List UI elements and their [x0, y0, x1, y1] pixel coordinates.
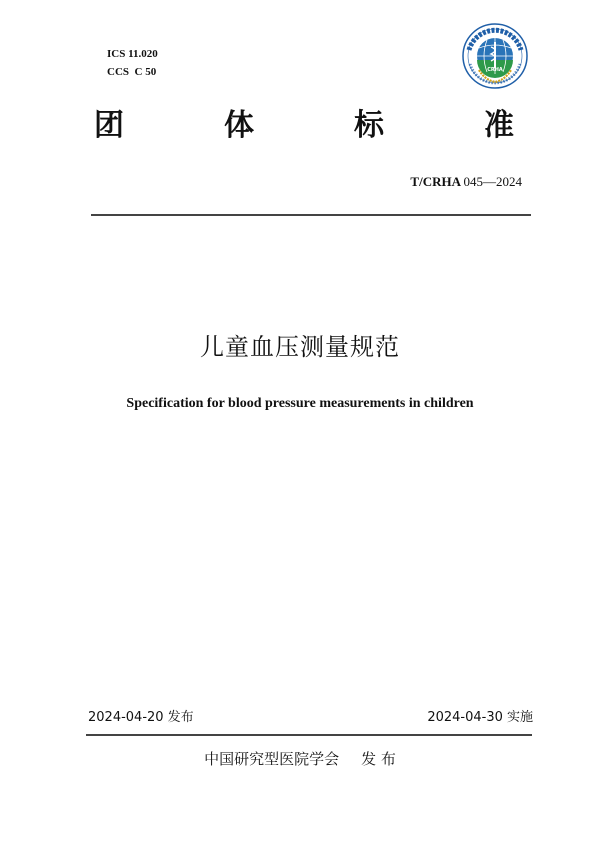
document-title-english: Specification for blood pressure measurements in children	[126, 396, 474, 411]
crha-logo-icon	[461, 20, 529, 100]
standard-number-prefix: T/CRHA	[410, 174, 461, 189]
svg-text:CRHA: CRHA	[487, 67, 503, 73]
standard-type-heading	[94, 108, 514, 144]
bottom-divider	[86, 734, 532, 736]
publisher-name: 中国研究型医院学会	[204, 750, 340, 768]
standard-number-suffix: 045—2024	[463, 174, 522, 189]
publisher-action: 发 布	[361, 750, 396, 768]
classification-codes	[107, 45, 158, 81]
standard-type-char: 团	[94, 108, 124, 143]
document-title-chinese: 儿童血压测量规范	[200, 333, 400, 361]
issue-date: 2024-04-20 发布	[88, 710, 194, 725]
standard-type-char: 准	[484, 108, 514, 143]
publisher-line	[0, 748, 600, 769]
implementation-date: 2024-04-30 实施	[427, 710, 533, 725]
ccs-code: CCS C 50	[107, 66, 157, 78]
ics-code: ICS 11.020	[107, 48, 158, 60]
standard-number	[410, 174, 522, 190]
top-divider	[91, 214, 531, 216]
standard-type-char: 体	[224, 108, 254, 143]
standard-type-char: 标	[354, 108, 384, 143]
